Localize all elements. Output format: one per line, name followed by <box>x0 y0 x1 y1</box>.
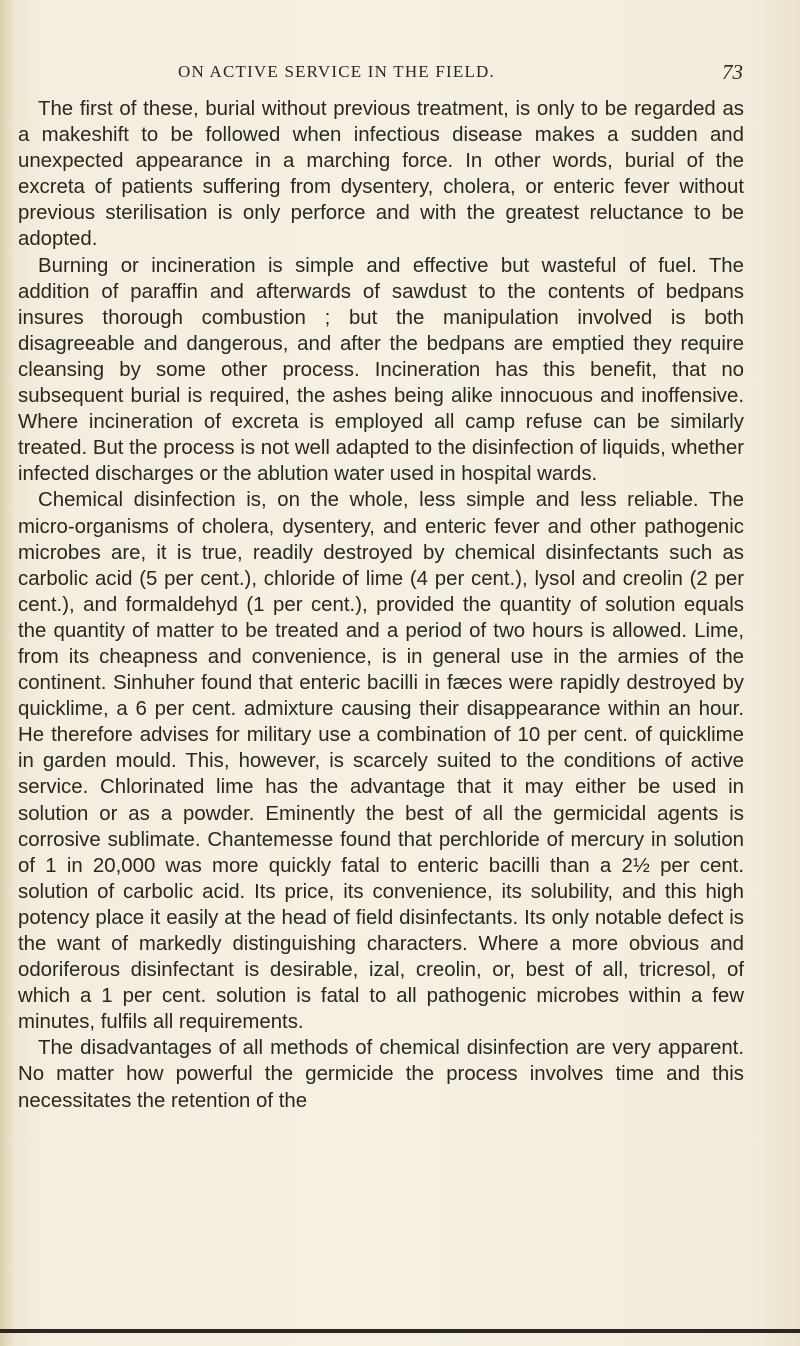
running-title: ON ACTIVE SERVICE IN THE FIELD. <box>178 62 495 81</box>
page-number: 73 <box>722 60 743 84</box>
body-text <box>18 96 744 1114</box>
page-header <box>178 60 743 90</box>
page-gutter-shadow <box>0 0 14 1346</box>
paragraph-burial: The first of these, burial without previous treatment, is only to be regarded as a makeshift to be followed when infectious disease makes a sudden and unexpected appearance in a marching force. In other words, burial of the excreta of patients suffering from dysentery, cholera, or enteric fever without previous sterilisation is only perforce and with the greatest reluctance to be adopted. <box>18 98 744 251</box>
paragraph-disadvantages: The disadvantages of all methods of chemical disinfection are very apparent. No matter how powerful the germicide the process involves time and this necessitates the retention of the <box>18 1037 744 1112</box>
paragraph-chemical-disinfection: Chemical disinfection is, on the whole, less simple and less reliable. The micro-organisms of cholera, dysentery, and enteric fever and other pathogenic microbes are, it is true, readily destroyed by chemical disinfectants such as carbolic acid (5 per cent.), chloride of lime (4 per cent.), lysol and creolin (2 per cent.), and formaldehyd (1 per cent.), provided the quantity of solution equals the quantity of matter to be treated and a period of two hours is allowed. Lime, from its cheapness and convenience, is in general use in the armies of the continent. Sinhuher found that enteric bacilli in fæces were rapidly destroyed by quicklime, a 6 per cent. admixture causing their disappearance within an hour. He therefore advises for military use a combination of 10 per cent. of quicklime in garden mould. This, however, is scarcely suited to the conditions of active service. Chlorinated lime has the advantage that it may either be used in solution or as a powder. Eminently the best of all the germicidal agents is corrosive sublimate. Chantemesse found that perchloride of mercury in solution of 1 in 20,000 was more quickly fatal to enteric bacilli than a 2½ per cent. solution of carbolic acid. Its price, its convenience, its solubility, and this high potency place it easily at the head of field disinfectants. Its only notable defect is the want of markedly distinguishing characters. Where a more obvious and odoriferous disinfectant is desirable, izal, creolin, or, best of all, tricresol, of which a 1 per cent. solution is fatal to all pathogenic microbes within a few minutes, fulfils all requirements. <box>18 489 744 1034</box>
page-bottom-edge <box>0 1329 800 1333</box>
paragraph-incineration: Burning or incineration is simple and effective but wasteful of fuel. The addition of paraffin and afterwards of sawdust to the contents of bedpans insures thorough combustion ; but the manipulation involved is both disagreeable and dangerous, and after the bedpans are emptied they require cleansing by some other process. Incineration has this benefit, that no subsequent burial is required, the ashes being alike innocuous and inoffensive. Where incineration of excreta is employed all camp refuse can be similarly treated. But the process is not well adapted to the disinfection of liquids, whether infected discharges or the ablution water used in hospital wards. <box>18 254 744 486</box>
